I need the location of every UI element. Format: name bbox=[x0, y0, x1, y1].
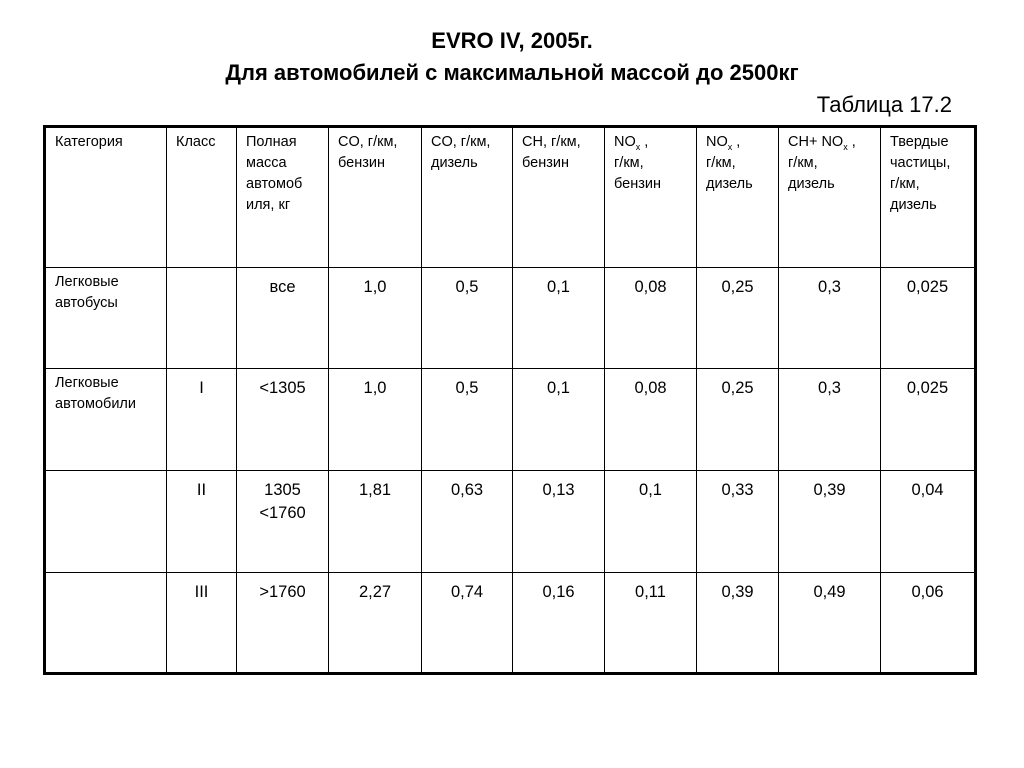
header-nox-petrol: $NO_x$ , г/км, бензин bbox=[605, 127, 697, 268]
row-class: I bbox=[167, 369, 237, 471]
table-row bbox=[45, 369, 976, 471]
header-ch-petrol: CH, г/км, бензин bbox=[513, 127, 605, 268]
header-category: Категория bbox=[45, 127, 167, 268]
cell-ch-petrol: 0,1 bbox=[513, 268, 605, 369]
cell-ch-nox-diesel: 0,3 bbox=[779, 369, 881, 471]
cell-nox-diesel: 0,39 bbox=[697, 573, 779, 674]
table-row bbox=[45, 573, 976, 674]
cell-co-petrol: 1,0 bbox=[329, 268, 422, 369]
header-row bbox=[45, 127, 976, 268]
cell-co-petrol: 1,0 bbox=[329, 369, 422, 471]
cell-nox-petrol: 0,08 bbox=[605, 268, 697, 369]
cell-ch-petrol: 0,13 bbox=[513, 471, 605, 573]
cell-nox-diesel: 0,25 bbox=[697, 369, 779, 471]
table-row bbox=[45, 268, 976, 369]
cell-co-diesel: 0,5 bbox=[422, 268, 513, 369]
emissions-table bbox=[43, 125, 977, 675]
cell-ch-nox-diesel: 0,3 bbox=[779, 268, 881, 369]
row-class bbox=[167, 268, 237, 369]
cell-co-petrol: 2,27 bbox=[329, 573, 422, 674]
header-particles: Твердые частицы, г/км, дизель bbox=[881, 127, 976, 268]
header-mass: Полная масса автомоб иля, кг bbox=[237, 127, 329, 268]
cell-co-diesel: 0,5 bbox=[422, 369, 513, 471]
cell-ch-petrol: 0,16 bbox=[513, 573, 605, 674]
cell-co-diesel: 0,63 bbox=[422, 471, 513, 573]
cell-particles: 0,025 bbox=[881, 369, 976, 471]
table-row bbox=[45, 471, 976, 573]
cell-nox-diesel: 0,25 bbox=[697, 268, 779, 369]
cell-nox-petrol: 0,08 bbox=[605, 369, 697, 471]
cell-co-diesel: 0,74 bbox=[422, 573, 513, 674]
cell-ch-nox-diesel: 0,39 bbox=[779, 471, 881, 573]
header-co-petrol: CO, г/км, бензин bbox=[329, 127, 422, 268]
header-ch-nox-diesel: $CH+ NO_x$ , г/км, дизель bbox=[779, 127, 881, 268]
row-category bbox=[45, 471, 167, 573]
row-mass: <1305 bbox=[237, 369, 329, 471]
cell-co-petrol: 1,81 bbox=[329, 471, 422, 573]
row-class: III bbox=[167, 573, 237, 674]
page-title: EVRO IV, 2005г. bbox=[431, 28, 593, 53]
header-co-diesel: CO, г/км, дизель bbox=[422, 127, 513, 268]
header-nox-diesel: $NO_x$ , г/км, дизель bbox=[697, 127, 779, 268]
cell-ch-petrol: 0,1 bbox=[513, 369, 605, 471]
row-category bbox=[45, 573, 167, 674]
row-mass: >1760 bbox=[237, 573, 329, 674]
row-category: Легковые автобусы bbox=[45, 268, 167, 369]
page-subtitle: Для автомобилей с максимальной массой до 2500кг bbox=[225, 60, 799, 85]
cell-ch-nox-diesel: 0,49 bbox=[779, 573, 881, 674]
header-class: Класс bbox=[167, 127, 237, 268]
cell-nox-petrol: 0,11 bbox=[605, 573, 697, 674]
cell-particles: 0,04 bbox=[881, 471, 976, 573]
cell-nox-petrol: 0,1 bbox=[605, 471, 697, 573]
table-label: Таблица 17.2 bbox=[816, 92, 952, 117]
row-category: Легковые автомобили bbox=[45, 369, 167, 471]
cell-nox-diesel: 0,33 bbox=[697, 471, 779, 573]
cell-particles: 0,06 bbox=[881, 573, 976, 674]
row-mass: все bbox=[237, 268, 329, 369]
cell-particles: 0,025 bbox=[881, 268, 976, 369]
row-mass: 1305 <1760 bbox=[237, 471, 329, 573]
row-class: II bbox=[167, 471, 237, 573]
